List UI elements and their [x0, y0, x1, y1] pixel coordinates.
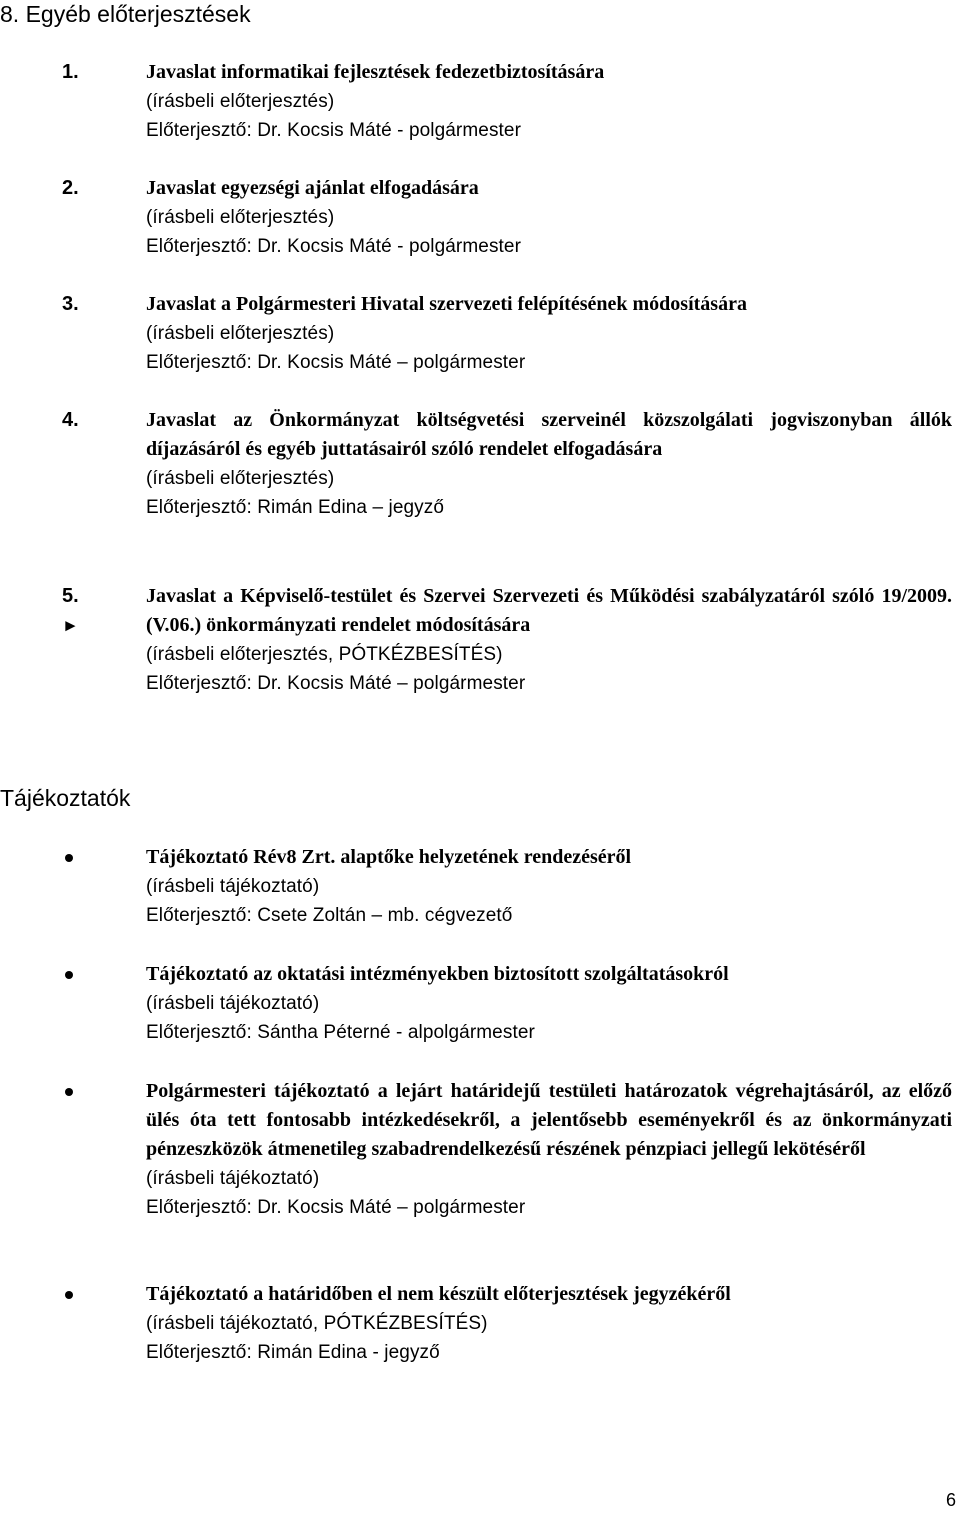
arrow-marker-icon: ► — [62, 616, 79, 635]
proposal-item-3 — [0, 290, 960, 377]
item-title: Javaslat egyezségi ajánlat elfogadására — [146, 177, 479, 199]
item-presenter: Előterjesztő: Dr. Kocsis Máté - polgármester — [146, 236, 522, 257]
proposal-item-5 — [0, 582, 960, 698]
proposal-item-1 — [0, 58, 960, 145]
item-type: (írásbeli előterjesztés) — [146, 207, 335, 228]
item-type: (írásbeli előterjesztés) — [146, 91, 335, 112]
item-title: Javaslat a Polgármesteri Hivatal szervezeti felépítésének módosítására — [146, 293, 747, 315]
item-number: 1. — [62, 61, 79, 83]
proposal-item-4 — [0, 406, 960, 522]
item-title: Tájékoztató az oktatási intézményekben biztosított szolgáltatásokról — [146, 963, 729, 985]
item-title: Tájékoztató a határidőben el nem készült előterjesztések jegyzékéről — [146, 1283, 731, 1305]
item-title: Javaslat az Önkormányzat költségvetési szerveinél közszolgálati jogviszonyban állók díjazásáról és egyéb juttatásairól szóló rendelet elfogadására — [146, 409, 952, 460]
info-item-4 — [0, 1280, 960, 1367]
item-type: (írásbeli tájékoztató) — [146, 993, 320, 1014]
proposal-item-2 — [0, 174, 960, 261]
item-title: Javaslat informatikai fejlesztések fedezetbiztosítására — [146, 61, 605, 83]
info-item-2 — [0, 960, 960, 1047]
item-presenter: Előterjesztő: Dr. Kocsis Máté – polgármester — [146, 1197, 526, 1218]
bullet-icon — [65, 1291, 73, 1299]
item-presenter: Előterjesztő: Csete Zoltán – mb. cégvezető — [146, 905, 513, 926]
item-type: (írásbeli előterjesztés, PÓTKÉZBESÍTÉS) — [146, 644, 503, 665]
item-presenter: Előterjesztő: Dr. Kocsis Máté – polgármester — [146, 673, 526, 694]
item-title: Tájékoztató Rév8 Zrt. alaptőke helyzetének rendezéséről — [146, 846, 632, 868]
page-number: 6 — [945, 1490, 956, 1510]
item-type: (írásbeli tájékoztató) — [146, 876, 320, 897]
item-presenter: Előterjesztő: Rimán Edina - jegyző — [146, 1342, 440, 1363]
infos-heading: Tájékoztatók — [0, 785, 131, 811]
item-presenter: Előterjesztő: Dr. Kocsis Máté – polgármester — [146, 352, 526, 373]
item-number: 3. — [62, 293, 79, 315]
item-presenter: Előterjesztő: Dr. Kocsis Máté - polgármester — [146, 120, 522, 141]
info-item-1 — [0, 843, 960, 930]
item-title: Javaslat a Képviselő-testület és Szervei Szervezeti és Működési szabályzatáról szóló 19/2009.(V.06.) önkormányzati rendelet módosítására — [146, 585, 952, 636]
item-number: 5. — [62, 585, 79, 607]
item-title: Polgármesteri tájékoztató a lejárt határidejű testületi határozatok végrehajtásáról, az előző ülés óta tett fontosabb intézkedésekről, a jelentősebb eseményekről és az önkormányzati pénzeszközök átmenetileg szabadrendelkezésű részének pénzpiaci jellegű lekötéséről — [146, 1080, 952, 1160]
item-type: (írásbeli előterjesztés) — [146, 468, 335, 489]
item-number: 4. — [62, 409, 79, 431]
bullet-icon — [65, 854, 73, 862]
section-heading: 8. Egyéb előterjesztések — [0, 1, 251, 27]
item-type: (írásbeli előterjesztés) — [146, 323, 335, 344]
info-item-3 — [0, 1077, 960, 1222]
item-number: 2. — [62, 177, 79, 199]
bullet-icon — [65, 971, 73, 979]
item-type: (írásbeli tájékoztató, PÓTKÉZBESÍTÉS) — [146, 1313, 488, 1334]
item-type: (írásbeli tájékoztató) — [146, 1168, 320, 1189]
item-presenter: Előterjesztő: Rimán Edina – jegyző — [146, 497, 445, 518]
item-presenter: Előterjesztő: Sántha Péterné - alpolgármester — [146, 1022, 535, 1043]
bullet-icon — [65, 1088, 73, 1096]
